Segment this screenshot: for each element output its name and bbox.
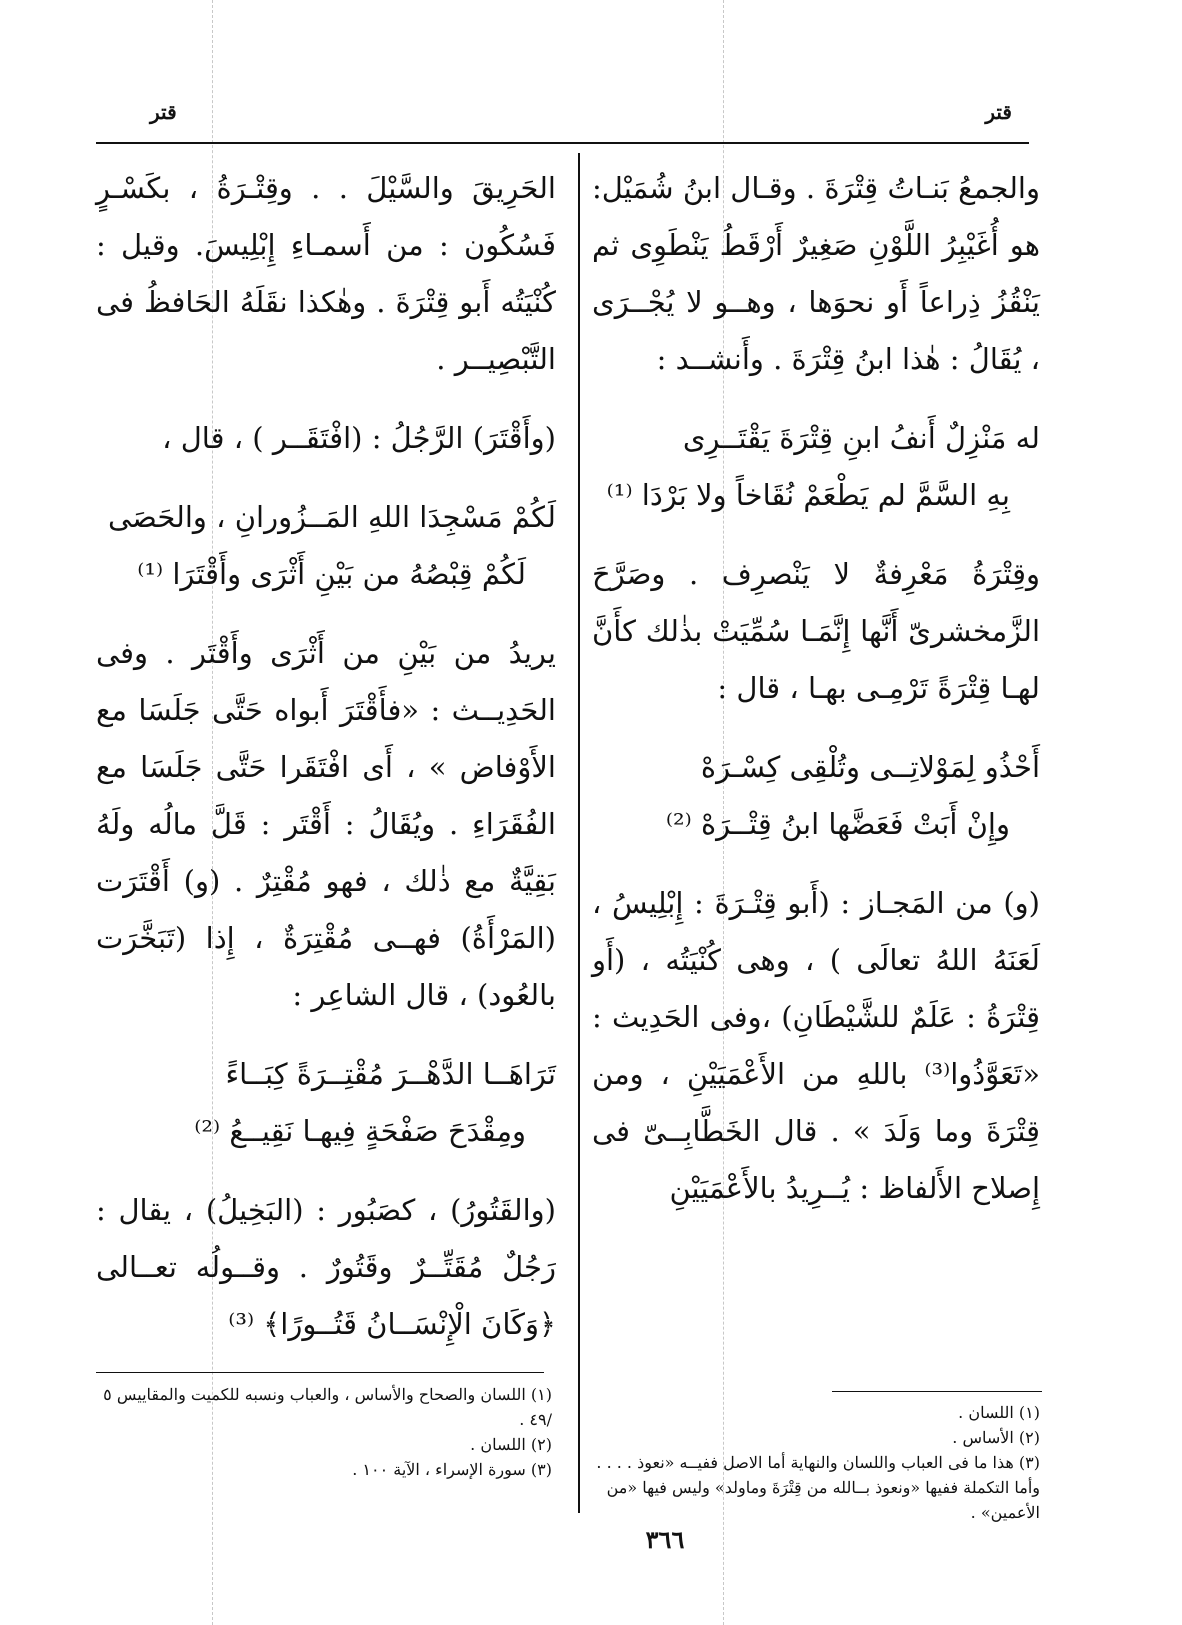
footnotes-left: [96, 1382, 552, 1482]
paragraph: (والقَتُورُ) ، كصَبُور : (البَخِيلُ) ، يقال : رَجُلٌ مُقَتِّــرٌ وقَتُورٌ . وقــولُه تعــالى ﴿وَكَانَ الْإِنْسَــانُ قَتُــورًا﴾ ⁽³⁾: [96, 1193, 556, 1341]
paragraph: وقِتْرَةُ مَعْرِفةٌ لا يَنْصرِف . وصَرَّحَ الزَّمخشرىّ أَنَّها إِنَّمَـا سُمِّيَتْ بذٰلك كأَنَّ لهـا قِتْرَةً تَرْمِـى بهـا ، قال :: [592, 557, 1040, 705]
paragraph: الحَرِيقَ والسَّيْلَ . . وقِتْـرَةُ ، بكَسْـرٍ فَسُكُون : من أَسمـاءِ إِبْلِيسَ. وقيل : كُنْيَتُه أَبو قِتْرَةَ . وهٰكذا نقَلَهُ الحَافظُ فى التَّبْصِيــر .: [96, 171, 556, 376]
paragraph: يريدُ من بَيْنِ من أَثْرَى وأَقْتَر . وفى الحَدِيــث : «فأَقْتَرَ أَبواه حَتَّى جَلَسَا مع الأَوْفاض » ، أَى افْتَقَرا حَتَّى جَلَسَا مع الفُقَرَاءِ . ويُقَالُ : أَقْتَر : قَلَّ مالُه ولَهُ بَقِيَّةٌ مع ذٰلك ، فهو مُقْتِرٌ . (و) أَقْتَرَت (المَرْأَةُ) فهــى مُقْتِرَةٌ ، إِذا (تَبَخَّرَت بالعُود) ، قال الشاعِر :: [96, 636, 556, 1012]
verse-line: بِهِ السَّمَّ لم يَطْعَمْ نُقَاخاً ولا بَرْدَا ⁽¹⁾: [606, 478, 1010, 512]
left-column: [96, 160, 556, 1353]
header-rule: [96, 142, 1029, 144]
footnote: (١) اللسان .: [958, 1403, 1040, 1422]
right-column: [592, 160, 1040, 1217]
footnote-rule: [96, 1372, 544, 1373]
footnote: (٣) سورة الإسراء ، الآية ١٠٠ .: [352, 1460, 552, 1479]
footnote: (٣) هذا ما فى العباب واللسان والنهاية أما الاصل ففيــه «نعوذ . . . . وأما التكملة ففيها «ونعوذ بــالله من قِتْرَةَ وماولد» وليس فيها «من الأعمين» .: [596, 1453, 1040, 1522]
paragraph: (و) من المَجـاز : (أَبو قِتْـرَةَ : إِبْلِيسُ ، لَعَنَهُ اللهُ تعالَى ) ، وهى كُنْيَتُه ، (أَو قِتْرَةُ : عَلَمٌ للشَّيْطَانِ) ،وفى الحَدِيث : «تَعَوَّذُوا⁽³⁾ باللهِ من الأَعْمَيَيْنِ ، ومن قِتْرَةَ وما وَلَدَ » . قال الخَطَّابِــىّ فى إِصلاح الأَلفاظ : يُــرِيدُ بالأَعْمَيَيْنِ: [592, 886, 1040, 1205]
page-number: ٣٦٦: [645, 1525, 685, 1554]
column-divider: [578, 153, 580, 1513]
footnote: (١) اللسان والصحاح والأساس ، والعباب ونسبه للكميت والمقاييس ٥ /٤٩ .: [103, 1385, 552, 1429]
verse: [592, 739, 1040, 853]
verse-line: له مَنْزِلٌ أَنفُ ابنِ قِتْرَةَ يَقْتَــرِى: [682, 421, 1040, 455]
running-header-left: قتر: [150, 100, 177, 124]
footnotes-right: [586, 1400, 1040, 1525]
verse-line: لَكُمْ قِبْصُهُ من بَيْنِ أَثْرَى وأَقْتَرَا ⁽¹⁾: [137, 557, 526, 591]
running-header-right: قتر: [985, 100, 1012, 124]
verse-line: وإِنْ أَبَتْ فَعَضَّها ابنُ قِتْــرَهْ ⁽²⁾: [665, 807, 1010, 841]
paragraph: والجمعُ بَنـاتُ قِتْرَةَ . وقـال ابنُ شُمَيْل: هو أُغَيْبِرُ اللَّوْنِ صَغِيرٌ أَرْقَطُ يَنْطَوِى ثم يَنْقُزُ ذِراعاً أَو نحوَها ، وهــو لا يُجْــرَى ، يُقَالُ : هٰذا ابنُ قِتْرَةَ . وأَنشــد :: [592, 171, 1040, 376]
footnote: (٢) الأساس .: [952, 1428, 1040, 1447]
verse: [96, 489, 556, 603]
verse-line: لَكُمْ مَسْجِدَا اللهِ المَــزُورانِ ، والحَصَى: [108, 500, 556, 534]
verse-line: ومِقْدَحَ صَفْحَةٍ فِيهـا نَقِيــعُ ⁽²⁾: [194, 1114, 526, 1148]
footnote: (٢) اللسان .: [470, 1435, 552, 1454]
paragraph: (وأَقْتَرَ) الرَّجُلُ : (افْتَقَــر ) ، قال ،: [162, 421, 556, 455]
verse: [592, 410, 1040, 524]
verse-line: أَحْذُو لِمَوْلاتِــى وتُلْقِى كِسْـرَهْ: [700, 750, 1040, 784]
verse: [96, 1046, 556, 1160]
verse-line: تَرَاهَــا الدَّهْــرَ مُقْتِــرَةً كِبَــاءً: [225, 1057, 556, 1091]
footnote-rule: [832, 1391, 1042, 1392]
